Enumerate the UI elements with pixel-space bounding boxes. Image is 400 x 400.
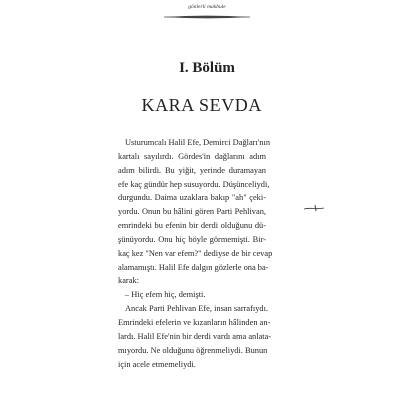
body-line: adım bilirdi. Bu yiğit, yerinde duramayan	[118, 165, 266, 175]
body-line: Ancak Parti Pehlivan Efe, insan sarrafıydı.	[125, 304, 269, 314]
body-line: lardı. Halil Efe'nin bir derdi vardı ama anlata-	[118, 331, 272, 341]
body-line: emrindeki bu efenin bir derdi olduğunu dü-	[118, 221, 266, 231]
body-line: yordu. Onun bu hâlini gören Parti Pehlivan,	[118, 207, 266, 217]
body-line: Emrindeki efelerin ve kızanların hâlinden an-	[118, 317, 271, 327]
header-ornament-rule	[162, 13, 252, 21]
body-line: kartalı sayılırdı. Gördes'in dağlarını adım	[118, 151, 266, 161]
body-line: alamamıştı. Halil Efe dalgın gözlerle ona ba-	[118, 262, 269, 272]
running-head: gönlerli makbule	[188, 4, 226, 10]
body-line: Usturumcalı Halil Efe, Demirci Dağları'nın	[125, 138, 271, 147]
dialogue-line: – Hiç efem hiç, demişti.	[125, 290, 206, 300]
body-line: kaç kez "Nen var efem?" dediyse de bir cevap	[118, 248, 273, 258]
chapter-title: KARA SEVDA	[141, 95, 262, 115]
body-line: efe kaç gündür hep susuyordu. Düşünceliydi,	[118, 179, 270, 189]
body-text	[118, 136, 273, 371]
body-line: durgundu. Daima uzaklara bakıp "ah" çeki-	[118, 193, 266, 203]
chapter-label: I. Bölüm	[179, 60, 235, 76]
body-line: mıyordu. Ne olduğunu öğrenmeliydi. Bunun	[118, 345, 268, 355]
body-line: karak:	[118, 276, 139, 286]
margin-mark	[303, 203, 325, 213]
body-line: için acele etmemeliydi.	[118, 359, 196, 369]
body-line: şünüyordu. Onu hiç böyle görmemişti. Bir-	[118, 234, 266, 244]
